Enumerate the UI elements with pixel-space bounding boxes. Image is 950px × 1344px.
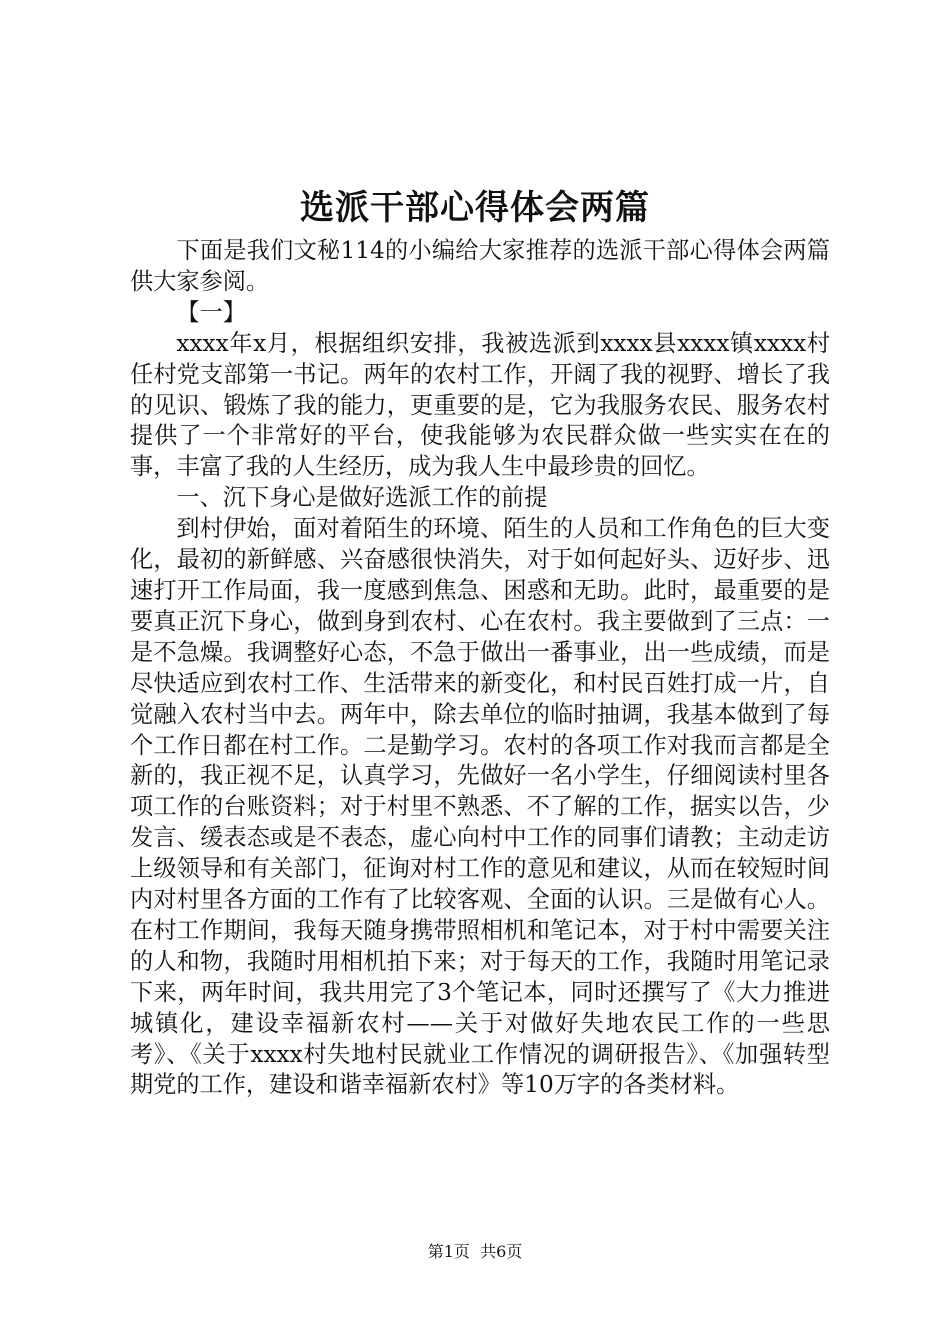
intro-paragraph: 下面是我们文秘114的小编给大家推荐的选派干部心得体会两篇供大家参阅。 (130, 237, 830, 295)
page-number: 第1页 (427, 1242, 470, 1261)
page-total: 共6页 (480, 1242, 523, 1261)
body-paragraph: xxxx年x月，根据组织安排，我被选派到xxxx县xxxx镇xxxx村任村党支部第一书记。两年的农村工作，开阔了我的视野、增长了我的见识、锻炼了我的能力，更重要的是，它为我服务农民、服务农村提供了一个非常好的平台，使我能够为农民群众做一些实实在在的事，丰富了我的人生经历，成为我人生中最珍贵的回忆。 (130, 329, 830, 481)
document-body (130, 236, 830, 1101)
section-heading: 一、沉下身心是做好选派工作的前提 (176, 484, 548, 512)
document-title: 选派干部心得体会两篇 (300, 188, 650, 228)
page-footer (0, 1240, 950, 1264)
body-paragraph: 到村伊始，面对着陌生的环境、陌生的人员和工作角色的巨大变化，最初的新鲜感、兴奋感很快消失，对于如何起好头、迈好步、迅速打开工作局面，我一度感到焦急、困惑和无助。此时，最重要的是要真正沉下身心，做到身到农村、心在农村。我主要做到了三点：一是不急燥。我调整好心态，不急于做出一番事业，出一些成绩，而是尽快适应到农村工作、生活带来的新变化，和村民百姓打成一片，自觉融入农村当中去。两年中，除去单位的临时抽调，我基本做到了每个工作日都在村工作。二是勤学习。农村的各项工作对我而言都是全新的，我正视不足，认真学习，先做好一名小学生，仔细阅读村里各项工作的台账资料；对于村里不熟悉、不了解的工作，据实以告，少发言、缓表态或是不表态，虚心向村中工作的同事们请教；主动走访上级领导和有关部门，征询对村工作的意见和建议，从而在较短时间内对村里各方面的工作有了比较客观、全面的认识。三是做有心人。在村工作期间，我每天随身携带照相机和笔记本，对于村中需要关注的人和物，我随时用相机拍下来；对于每天的工作，我随时用笔记录下来，两年时间，我共用完了3个笔记本，同时还撰写了《大力推进城镇化，建设幸福新农村——关于对做好失地农民工作的一些思考》、《关于xxxx村失地村民就业工作情况的调研报告》、《加强转型期党的工作，建设和谐幸福新农村》等10万字的各类材料。 (130, 515, 830, 1099)
section-marker: 【一】 (176, 298, 246, 326)
